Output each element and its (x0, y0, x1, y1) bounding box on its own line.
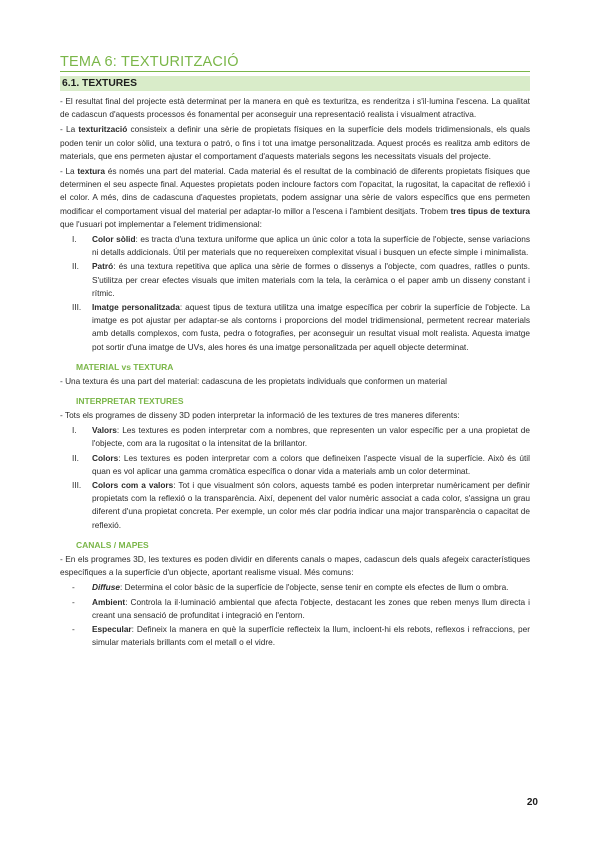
chapter-title: TEMA 6: TEXTURITZACIÓ (60, 54, 530, 72)
list-number: III. (72, 302, 82, 313)
page-number: 20 (526, 797, 538, 808)
list-item (60, 623, 530, 649)
list-term: Patró (92, 261, 114, 272)
list-number: I. (72, 425, 77, 436)
list-text: : Les textures es poden interpretar com a nombres, que representen un valor específic per a una propietat de l'objecte, com ara la rugositat o la intensitat de la brillantor. (92, 425, 530, 449)
list-item (60, 260, 530, 300)
section-heading: 6.1. TEXTURES (60, 76, 530, 91)
list-text: : Determina el color bàsic de la superfície de l'objecte, sense tenir en compte els efectes de llum o ombra. (119, 582, 509, 593)
list-item (60, 233, 530, 259)
list-term: Ambient (92, 596, 126, 607)
list-bullet: - (72, 582, 75, 593)
texture-types-list (60, 233, 530, 354)
list-item (60, 479, 530, 532)
list-number: I. (72, 234, 77, 245)
subheading-interpretar-textures: INTERPRETAR TEXTURES (76, 396, 184, 407)
list-term: Imatge personalitzada (92, 302, 180, 313)
list-term: Especular (92, 623, 132, 634)
list-text: : Les textures es poden interpretar com a colors que defineixen l'aspecte visual de la superfície. Això és útil quan es vol aplicar una gamma cromàtica específica o donar vida a materials amb un color determinat. (92, 452, 530, 476)
list-term: Diffuse (92, 582, 120, 593)
subheading-canals-mapes: CANALS / MAPES (76, 539, 149, 550)
page-content (60, 54, 530, 653)
paragraph-canals: - En els programes 3D, les textures es poden dividir en diferents canals o mapes, cadascun dels quals afegeix característiques específiques a la superfície d'un objecte, aportant realisme visual. Més comuns: (60, 553, 530, 578)
subheading-material-vs-textura: MATERIAL vs TEXTURA (76, 361, 174, 372)
text: que l'usuari pot implementar a l'element tridimensional: (60, 218, 262, 229)
list-bullet: - (72, 596, 75, 607)
list-text: : aquest tipus de textura utilitza una imatge específica per cobrir la superfície de l'objecte. La imatge es pot ajustar per adaptar-se als contorns i proporcions del model tridimensional, permetent recrear materials amb detalls complexos, com fusta, pedra o fotografies, per aconseguir un resultat visual molt realista. Aquesta imatge pot sortir d'una imatge de UVs, ales hores és una imatge personalitzada per aquell objecte determinat. (92, 302, 530, 352)
list-item (60, 301, 530, 354)
text: consisteix a definir una sèrie de propietats físiques en la superfície dels models tridimensionals, els quals poden tenir un color sòlid, una textura o patró, o fins i tot una imatge personalitzada. Aquest procés es realitza amb editors de materials, que ens permeten ajustar el comportament d'aquests materials segons les necessitats visuals del projecte. (60, 124, 530, 161)
text: - La (60, 124, 79, 135)
list-item (60, 424, 530, 450)
text: - La (60, 166, 78, 177)
bold-term: texturització (78, 124, 128, 135)
list-text: : Controla la il·luminació ambiental que afecta l'objecte, destacant les zones que reben menys llum directa i creant una sensació de profunditat i integració en l'entorn. (92, 596, 530, 620)
channels-list (60, 581, 530, 649)
list-item (60, 596, 530, 622)
list-text: : es tracta d'una textura uniforme que aplica un únic color a tota la superfície de l'objecte, sense variacions ni detalls addicionals. Útil per materials que no requereixen complexitat visual i busquen un efecte simple i minimalista. (92, 234, 531, 258)
list-text: : Defineix la manera en què la superfície reflecteix la llum, incloent-hi els rebots, reflexos i refraccions, per simular materials brillants com el metall o el vidre. (92, 623, 530, 648)
list-text: : és una textura repetitiva que aplica una sèrie de formes o dissenys a l'objecte, com quadres, ratlles o punts. S'utilitza per crear efectes visuals que imiten materials com la tela, la ceràmica o el paper amb un disseny constant i rítmic. (92, 261, 530, 298)
list-text: : Tot i que visualment són colors, aquests també es poden interpretar numèricament per definir propietats com la reflexió o la transparència. Així, depenent del valor numèric associat a cada color, s'assigna un grau diferent d'una propietat concreta. Per exemple, un color més clar podria indicar una major transparència o capacitat de reflexió. (92, 480, 531, 530)
paragraph-textura (60, 165, 530, 231)
list-term: Colors com a valors (92, 480, 174, 491)
list-term: Colors (92, 452, 119, 463)
list-number: III. (72, 480, 82, 491)
paragraph-material-vs-textura: - Una textura és una part del material: cadascuna de les propietats individuals que conformen un material (60, 375, 447, 386)
paragraph-interpretar: - Tots els programes de disseny 3D poden interpretar la informació de les textures de tres maneres diferents: (60, 410, 460, 421)
list-term: Color sòlid (92, 234, 136, 245)
list-number: II. (72, 261, 79, 272)
bold-term: tres tipus de textura (450, 205, 530, 216)
list-term: Valors (92, 425, 117, 436)
text: és només una part del material. Cada material és el resultat de la combinació de diferents propietats físiques que determinen el seu aspecte final. Aquestes propietats poden incloure factors com l'opacitat, la rugositat, la capacitat de reflexió i el color. A més, dins de cadascuna d'aquestes propietats, podem assignar una sèrie de valors específics que ens permeten modificar el comportament visual del material per adaptar-lo millor a l'escena i l'ambient desitjats. Trobem (60, 166, 530, 216)
paragraph-texturitzacio (60, 123, 530, 163)
list-item (60, 452, 530, 478)
list-number: II. (72, 452, 79, 463)
list-bullet: - (72, 623, 75, 634)
bold-term: textura (77, 166, 106, 177)
paragraph-intro: - El resultat final del projecte està determinat per la manera en què es texturitza, es renderitza i s'il·lumina l'escena. La qualitat de cadascun d'aquests processos és fonamental per aconseguir una representació realista i visualment atractiva. (60, 96, 530, 120)
interpret-list (60, 424, 530, 532)
list-item (60, 581, 530, 594)
